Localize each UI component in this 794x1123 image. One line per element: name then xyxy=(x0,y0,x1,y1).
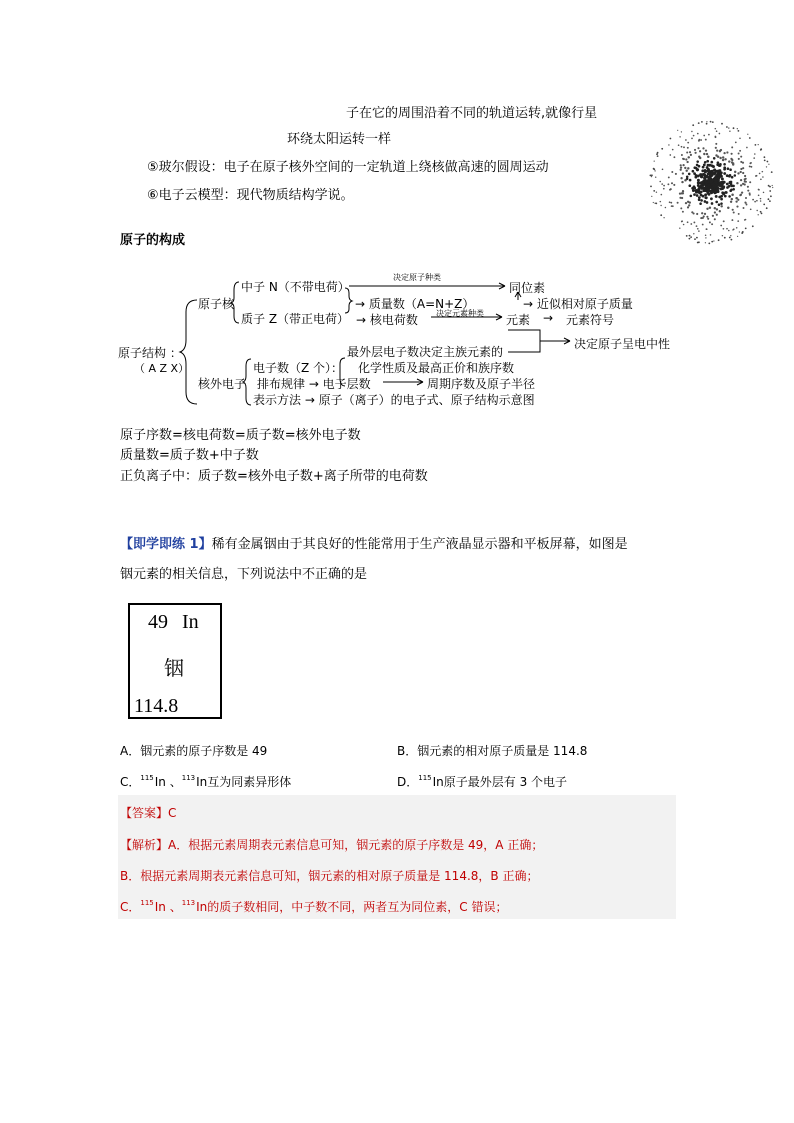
option-c-iso-1: 115 xyxy=(140,774,154,782)
option-c-iso-2: 113 xyxy=(181,774,196,782)
diagram-outer-shell-1: 最外层电子数决定主族元素的 xyxy=(347,345,504,359)
option-c[interactable] xyxy=(120,773,291,790)
analysis-line-b: B．根据元素周期表元素信息可知，铟元素的相对原子质量是 114.8，B 正确； xyxy=(120,869,539,883)
diagram-mass-number: → 质量数（A=N+Z） xyxy=(355,297,475,311)
option-a[interactable]: A．铟元素的原子序数是 49 xyxy=(120,744,268,758)
element-name: 铟 xyxy=(164,656,184,680)
analysis-c-sep: 、 xyxy=(165,900,182,914)
diagram-element: 元素 xyxy=(506,313,531,327)
diagram-root: 原子结构 ： xyxy=(118,346,182,360)
diagram-electrons: 核外电子 xyxy=(198,377,247,391)
diagram-nuclear-charge: → 核电荷数 xyxy=(356,313,418,327)
section-title: 原子的构成 xyxy=(120,233,186,248)
analysis-line-c xyxy=(120,898,507,915)
analysis-c-symbol-1: In xyxy=(154,900,166,914)
analysis-tag: 【解析】 xyxy=(120,838,169,852)
bohr-model-text: ⑤玻尔假设：电子在原子核外空间的一定轨道上绕核做高速的圆周运动 xyxy=(147,160,549,175)
diagram-neutron: 中子 N（不带电荷） xyxy=(241,280,350,294)
diagram-nucleus: 原子核 xyxy=(198,297,235,311)
diagram-approx-mass: → 近似相对原子质量 xyxy=(523,297,633,311)
diagram-arrangement: 排布规律 → 电子层数 xyxy=(257,377,371,391)
option-d-iso: 115 xyxy=(418,774,432,782)
diagram-root-sub: （ A Z X） xyxy=(134,362,190,375)
diagram-outer-shell-2: 化学性质及最高正价和族序数 xyxy=(358,361,515,375)
diagram-period: 周期序数及原子半径 xyxy=(427,377,536,391)
diagram-proton: 质子 Z（带正电荷） xyxy=(241,312,350,326)
analysis-c-iso-1: 115 xyxy=(140,899,154,907)
analysis-a: A．根据元素周期表元素信息可知，铟元素的原子序数是 49，A 正确； xyxy=(168,838,544,852)
exercise-stem-1: 稀有金属铟由于其良好的性能常用于生产液晶显示器和平板屏幕，如图是 xyxy=(211,537,628,552)
option-d-label: D． xyxy=(397,775,419,789)
option-d[interactable] xyxy=(397,773,567,790)
electron-cloud-text: ⑥电子云模型：现代物质结构学说。 xyxy=(147,188,354,203)
diagram-neutrality: 决定原子呈电中性 xyxy=(574,337,671,351)
diagram-element-arrow: → xyxy=(543,311,554,325)
option-c-text: 互为同素异形体 xyxy=(207,775,292,789)
equation-3: 正负离子中：质子数=核外电子数+离子所带的电荷数 xyxy=(120,469,428,484)
diagram-electron-count: 电子数（Z 个）： xyxy=(253,361,344,375)
option-d-symbol: In xyxy=(432,775,444,789)
diagram-isotope: 同位素 xyxy=(509,281,546,295)
answer-label: 【答案】C xyxy=(120,806,177,820)
analysis-line-a xyxy=(120,836,543,853)
option-c-symbol-1: In xyxy=(154,775,166,789)
option-b[interactable]: B．铟元素的相对原子质量是 114.8 xyxy=(397,744,588,758)
exercise-stem-line-2: 铟元素的相关信息，下列说法中不正确的是 xyxy=(120,567,368,582)
intro-line-2: 环绕太阳运转一样 xyxy=(287,132,392,147)
option-c-symbol-2: In xyxy=(196,775,208,789)
option-c-sep: 、 xyxy=(165,775,182,789)
analysis-c-symbol-2: In xyxy=(196,900,208,914)
arrow-label-atom-type: 决定原子种类 xyxy=(393,273,441,282)
analysis-c-label: C． xyxy=(120,900,141,914)
option-c-label: C． xyxy=(120,775,141,789)
exercise-stem-line-1 xyxy=(120,533,628,552)
analysis-c-iso-2: 113 xyxy=(181,899,196,907)
element-symbol: In xyxy=(182,611,199,633)
analysis-c-text: 的质子数相同，中子数不同，两者互为同位素，C 错误； xyxy=(207,900,508,914)
equation-2: 质量数=质子数+中子数 xyxy=(120,448,259,463)
diagram-representation: 表示方法 → 原子（离子）的电子式、原子结构示意图 xyxy=(253,393,535,407)
equation-1: 原子序数=核电荷数=质子数=核外电子数 xyxy=(120,428,361,443)
electron-cloud-image xyxy=(645,112,777,250)
atomic-number: 49 xyxy=(148,611,168,633)
diagram-element-symbol: 元素符号 xyxy=(566,313,615,327)
element-info-box xyxy=(128,603,222,719)
atomic-mass: 114.8 xyxy=(134,695,179,717)
arrow-label-element-type: 决定元素种类 xyxy=(436,309,484,318)
exercise-tag: 【即学即练 1】 xyxy=(120,537,212,552)
option-d-text: 原子最外层有 3 个电子 xyxy=(443,775,568,789)
intro-line-1: 子在它的周围沿着不同的轨道运转,就像行星 xyxy=(346,106,598,121)
